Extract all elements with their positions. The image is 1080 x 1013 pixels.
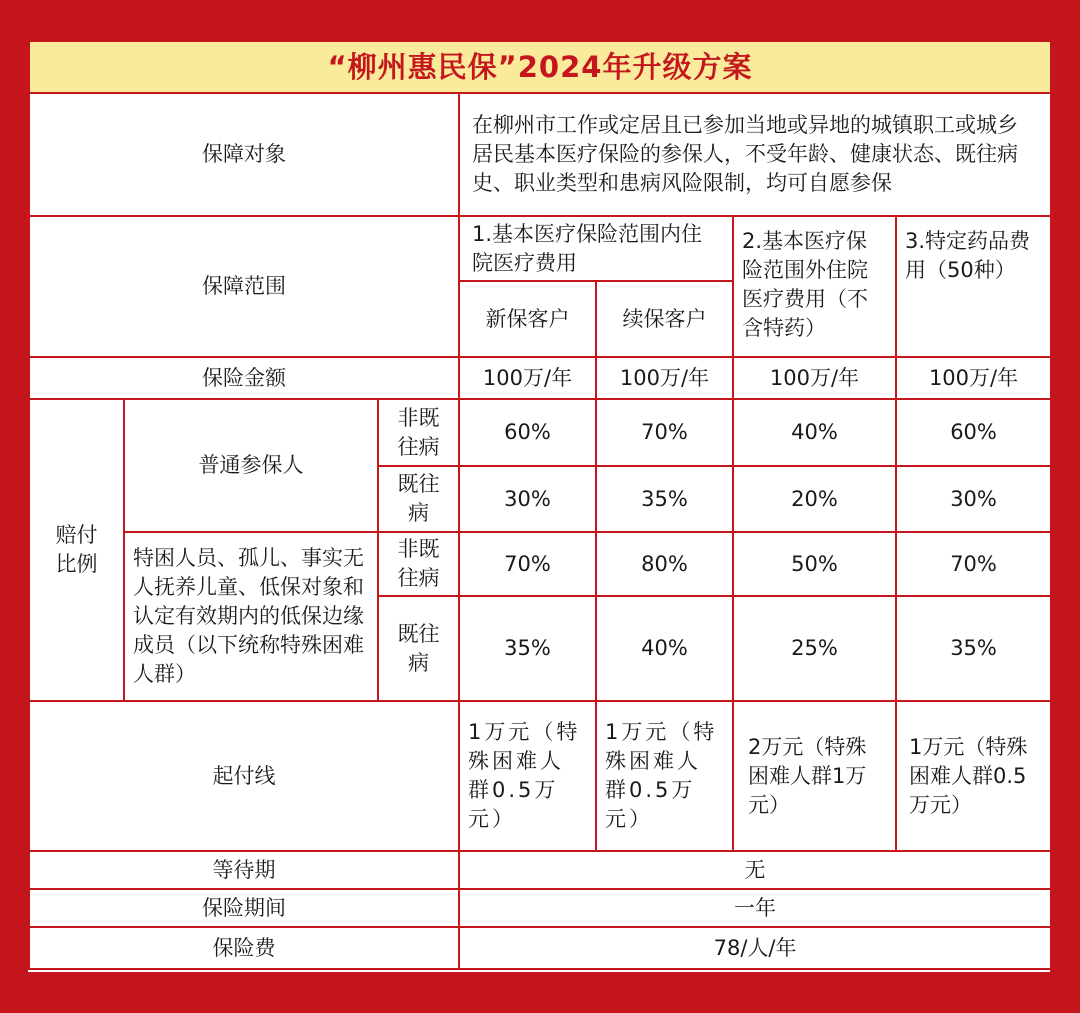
- insured-amount-row: [29, 357, 1051, 399]
- policy-period-value: 一年: [459, 889, 1051, 927]
- payout-cell: 40%: [596, 596, 733, 701]
- payout-cell: 35%: [459, 596, 596, 701]
- payout-cell: 30%: [896, 466, 1051, 532]
- payout-cell: 35%: [596, 466, 733, 532]
- deductible-label: 起付线: [29, 701, 459, 851]
- scope-specific-drugs: 3.特定药品费用（50种）: [896, 216, 1051, 357]
- preexisting-label: 既往病: [378, 466, 459, 532]
- payout-cell: 80%: [596, 532, 733, 596]
- deductible-cell: 1万元（特殊困难人群0.5万元）: [896, 701, 1051, 851]
- plan-table-frame: [28, 40, 1050, 972]
- policy-period-row: [29, 889, 1051, 927]
- coverage-scope-label: 保障范围: [29, 216, 459, 357]
- payout-ratio-label: [29, 399, 124, 701]
- coverage-scope-row: [29, 216, 1051, 281]
- waiting-period-label: 等待期: [29, 851, 459, 889]
- scope-inpatient-outside: 2.基本医疗保险范围外住院医疗费用（不含特药）: [733, 216, 896, 357]
- coverage-target-value: 在柳州市工作或定居且已参加当地或异地的城镇职工或城乡居民基本医疗保险的参保人，不受年龄、健康状态、既往病史、职业类型和患病风险限制，均可自愿参保: [459, 93, 1051, 216]
- payout-cell: 70%: [459, 532, 596, 596]
- general-insured-label: 普通参保人: [124, 399, 378, 532]
- payout-cell: 60%: [896, 399, 1051, 466]
- insured-amount-cell: 100万/年: [733, 357, 896, 399]
- payout-cell: 70%: [596, 399, 733, 466]
- coverage-target-label: 保障对象: [29, 93, 459, 216]
- deductible-cell: 1万元（特殊困难人群0.5万元）: [596, 701, 733, 851]
- insured-amount-cell: 100万/年: [596, 357, 733, 399]
- payout-cell: 20%: [733, 466, 896, 532]
- non-preexisting-label: 非既往病: [378, 399, 459, 466]
- new-customer-label: 新保客户: [459, 281, 596, 357]
- deductible-cell: 1万元（特殊困难人群0.5万元）: [459, 701, 596, 851]
- payout-cell: 50%: [733, 532, 896, 596]
- payout-cell: 60%: [459, 399, 596, 466]
- payout-cell: 35%: [896, 596, 1051, 701]
- plan-table: [28, 40, 1052, 970]
- payout-cell: 30%: [459, 466, 596, 532]
- policy-period-label: 保险期间: [29, 889, 459, 927]
- special-group-label: 特困人员、孤儿、事实无人抚养儿童、低保对象和认定有效期内的低保边缘成员（以下统称特殊困难人群）: [124, 532, 378, 701]
- scope-inpatient-within: 1.基本医疗保险范围内住院医疗费用: [459, 216, 733, 281]
- insured-amount-label: 保险金额: [29, 357, 459, 399]
- payout-general-non-preexisting-row: [29, 399, 1051, 466]
- payout-cell: 70%: [896, 532, 1051, 596]
- title-row: [29, 41, 1051, 93]
- premium-value: 78/人/年: [459, 927, 1051, 969]
- payout-cell: 40%: [733, 399, 896, 466]
- non-preexisting-label: 非既往病: [378, 532, 459, 596]
- preexisting-label: 既往病: [378, 596, 459, 701]
- premium-row: [29, 927, 1051, 969]
- insured-amount-cell: 100万/年: [896, 357, 1051, 399]
- deductible-cell: 2万元（特殊困难人群1万元）: [733, 701, 896, 851]
- payout-special-non-preexisting-row: [29, 532, 1051, 596]
- payout-cell: 25%: [733, 596, 896, 701]
- coverage-target-row: [29, 93, 1051, 216]
- waiting-period-value: 无: [459, 851, 1051, 889]
- deductible-row: [29, 701, 1051, 851]
- payout-ratio-text: 赔付比例: [55, 523, 98, 576]
- insured-amount-cell: 100万/年: [459, 357, 596, 399]
- page-title: “柳州惠民保”2024年升级方案: [29, 41, 1051, 93]
- waiting-period-row: [29, 851, 1051, 889]
- premium-label: 保险费: [29, 927, 459, 969]
- renew-customer-label: 续保客户: [596, 281, 733, 357]
